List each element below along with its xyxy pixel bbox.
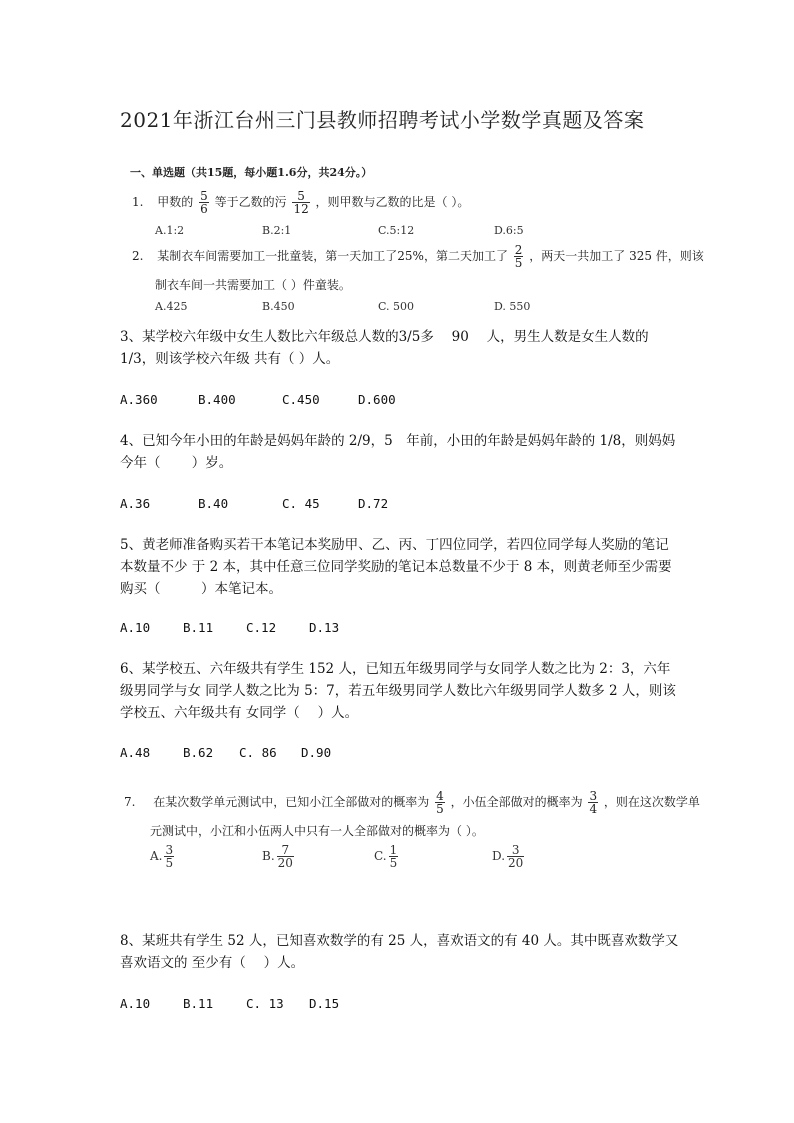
question-3-options (120, 392, 396, 407)
question-number: 1. (132, 195, 144, 209)
question-1 (132, 190, 469, 215)
option-a: A.1:2 (155, 224, 185, 237)
question-3: 3、某学校六年级中女生人数比六年级总人数的3/5多 90 人，男生人数是女生人数的 1/3，则该学校六年级 共有（ ）人。 (120, 329, 649, 367)
question-7 (124, 790, 700, 815)
option-c: C.12 (246, 620, 277, 635)
option-d: D.13 (309, 620, 340, 635)
question-text: 在某次数学单元测试中，已知小江全部做对的概率为 (153, 795, 430, 809)
question-2-line-2: 制衣车间一共需要加工（ ）件童装。 (155, 278, 351, 292)
question-7-options (150, 844, 526, 869)
option-c: C. 13 (246, 996, 284, 1011)
fraction: $\frac{5}{6}$ (200, 189, 208, 216)
question-number: 2. (132, 249, 144, 263)
option-b: B.11 (183, 996, 214, 1011)
page-title: 2021年浙江台州三门县教师招聘考试小学数学真题及答案 (120, 108, 645, 132)
option-d: D. $\frac{3}{20}$ (492, 843, 524, 870)
option-b: B.450 (262, 300, 295, 313)
fraction: $\frac{3}{4}$ (589, 789, 598, 816)
fraction: $\frac{2}{5}$ (514, 243, 523, 270)
question-text: ，两天一共加工了 325 件，则该 (529, 249, 704, 263)
option-b: B.40 (198, 496, 229, 511)
option-d: D.6:5 (494, 224, 524, 237)
question-4: 4、已知今年小田的年龄是妈妈年龄的 2/9，5 年前，小田的年龄是妈妈年龄的 1/8，则妈妈今年（ ）岁。 (120, 433, 676, 471)
question-text: 甲数的 (157, 195, 194, 209)
option-a: A.425 (155, 300, 188, 313)
question-text: ，则在这次数学单 (603, 795, 700, 809)
fraction: $\frac{5}{12}$ (293, 189, 309, 216)
question-8: 8、某班共有学生 52 人，已知喜欢数学的有 25 人，喜欢语文的有 40 人。其中既喜欢数学又喜欢语文的 至少有（ ）人。 (120, 933, 679, 971)
option-b: B.11 (183, 620, 214, 635)
question-8-options (120, 996, 339, 1011)
question-text: ，则甲数与乙数的比是（ ）。 (315, 195, 470, 209)
question-number: 7. (124, 795, 136, 809)
option-c: C.450 (282, 392, 320, 407)
option-d: D.90 (301, 745, 332, 760)
option-a: A.10 (120, 620, 151, 635)
option-a: A.10 (120, 996, 151, 1011)
option-c: C. $\frac{1}{5}$ (374, 843, 398, 870)
option-b: B.2:1 (262, 224, 292, 237)
option-a: A.36 (120, 496, 151, 511)
question-5: 5、黄老师准备购买若干本笔记本奖励甲、乙、丙、丁四位同学，若四位同学每人奖励的笔记本数量不少 于 2 本，其中任意三位同学奖励的笔记本总数量不少于 8 本，则黄老师至少需要购买（ ）本笔记本。 (120, 537, 672, 597)
question-4-options (120, 496, 388, 511)
question-5-options (120, 620, 339, 635)
option-c: C.5:12 (378, 224, 415, 237)
option-d: D.600 (358, 392, 396, 407)
option-b: B. $\frac{7}{20}$ (262, 843, 293, 870)
question-1-options (155, 224, 524, 237)
option-b: B.400 (198, 392, 236, 407)
question-7-line-2: 元测试中，小江和小伍两人中只有一人全部做对的概率为（ ）。 (150, 824, 484, 838)
question-text: ，小伍全部做对的概率为 (450, 795, 583, 809)
fraction: $\frac{4}{5}$ (436, 789, 444, 816)
question-text: 某制衣车间需要加工一批童装，第一天加工了25%，第二天加工了 (157, 249, 508, 263)
option-d: D.15 (309, 996, 340, 1011)
option-c: C. 500 (378, 300, 415, 313)
option-c: C. 86 (239, 745, 277, 760)
option-a: A.360 (120, 392, 158, 407)
option-a: A.48 (120, 745, 151, 760)
question-6: 6、某学校五、六年级共有学生 152 人，已知五年级男同学与女同学人数之比为 2：3，六年级男同学与女 同学人数之比为 5：7，若五年级男同学人数比六年级男同学人数多 2 人，则该学校五、六年级共有 女同学（ ）人。 (120, 661, 676, 721)
question-2 (132, 244, 704, 269)
option-d: D. 550 (494, 300, 531, 313)
section-header: 一、单选题（共15题，每小题1.6分，共24分。） (130, 166, 373, 179)
question-6-options (120, 745, 331, 760)
question-2-options (155, 300, 530, 313)
option-b: B.62 (183, 745, 214, 760)
option-c: C. 45 (282, 496, 320, 511)
question-text: 等于乙数的污 (214, 195, 287, 209)
option-a: A. $\frac{3}{5}$ (150, 843, 174, 870)
option-d: D.72 (358, 496, 389, 511)
